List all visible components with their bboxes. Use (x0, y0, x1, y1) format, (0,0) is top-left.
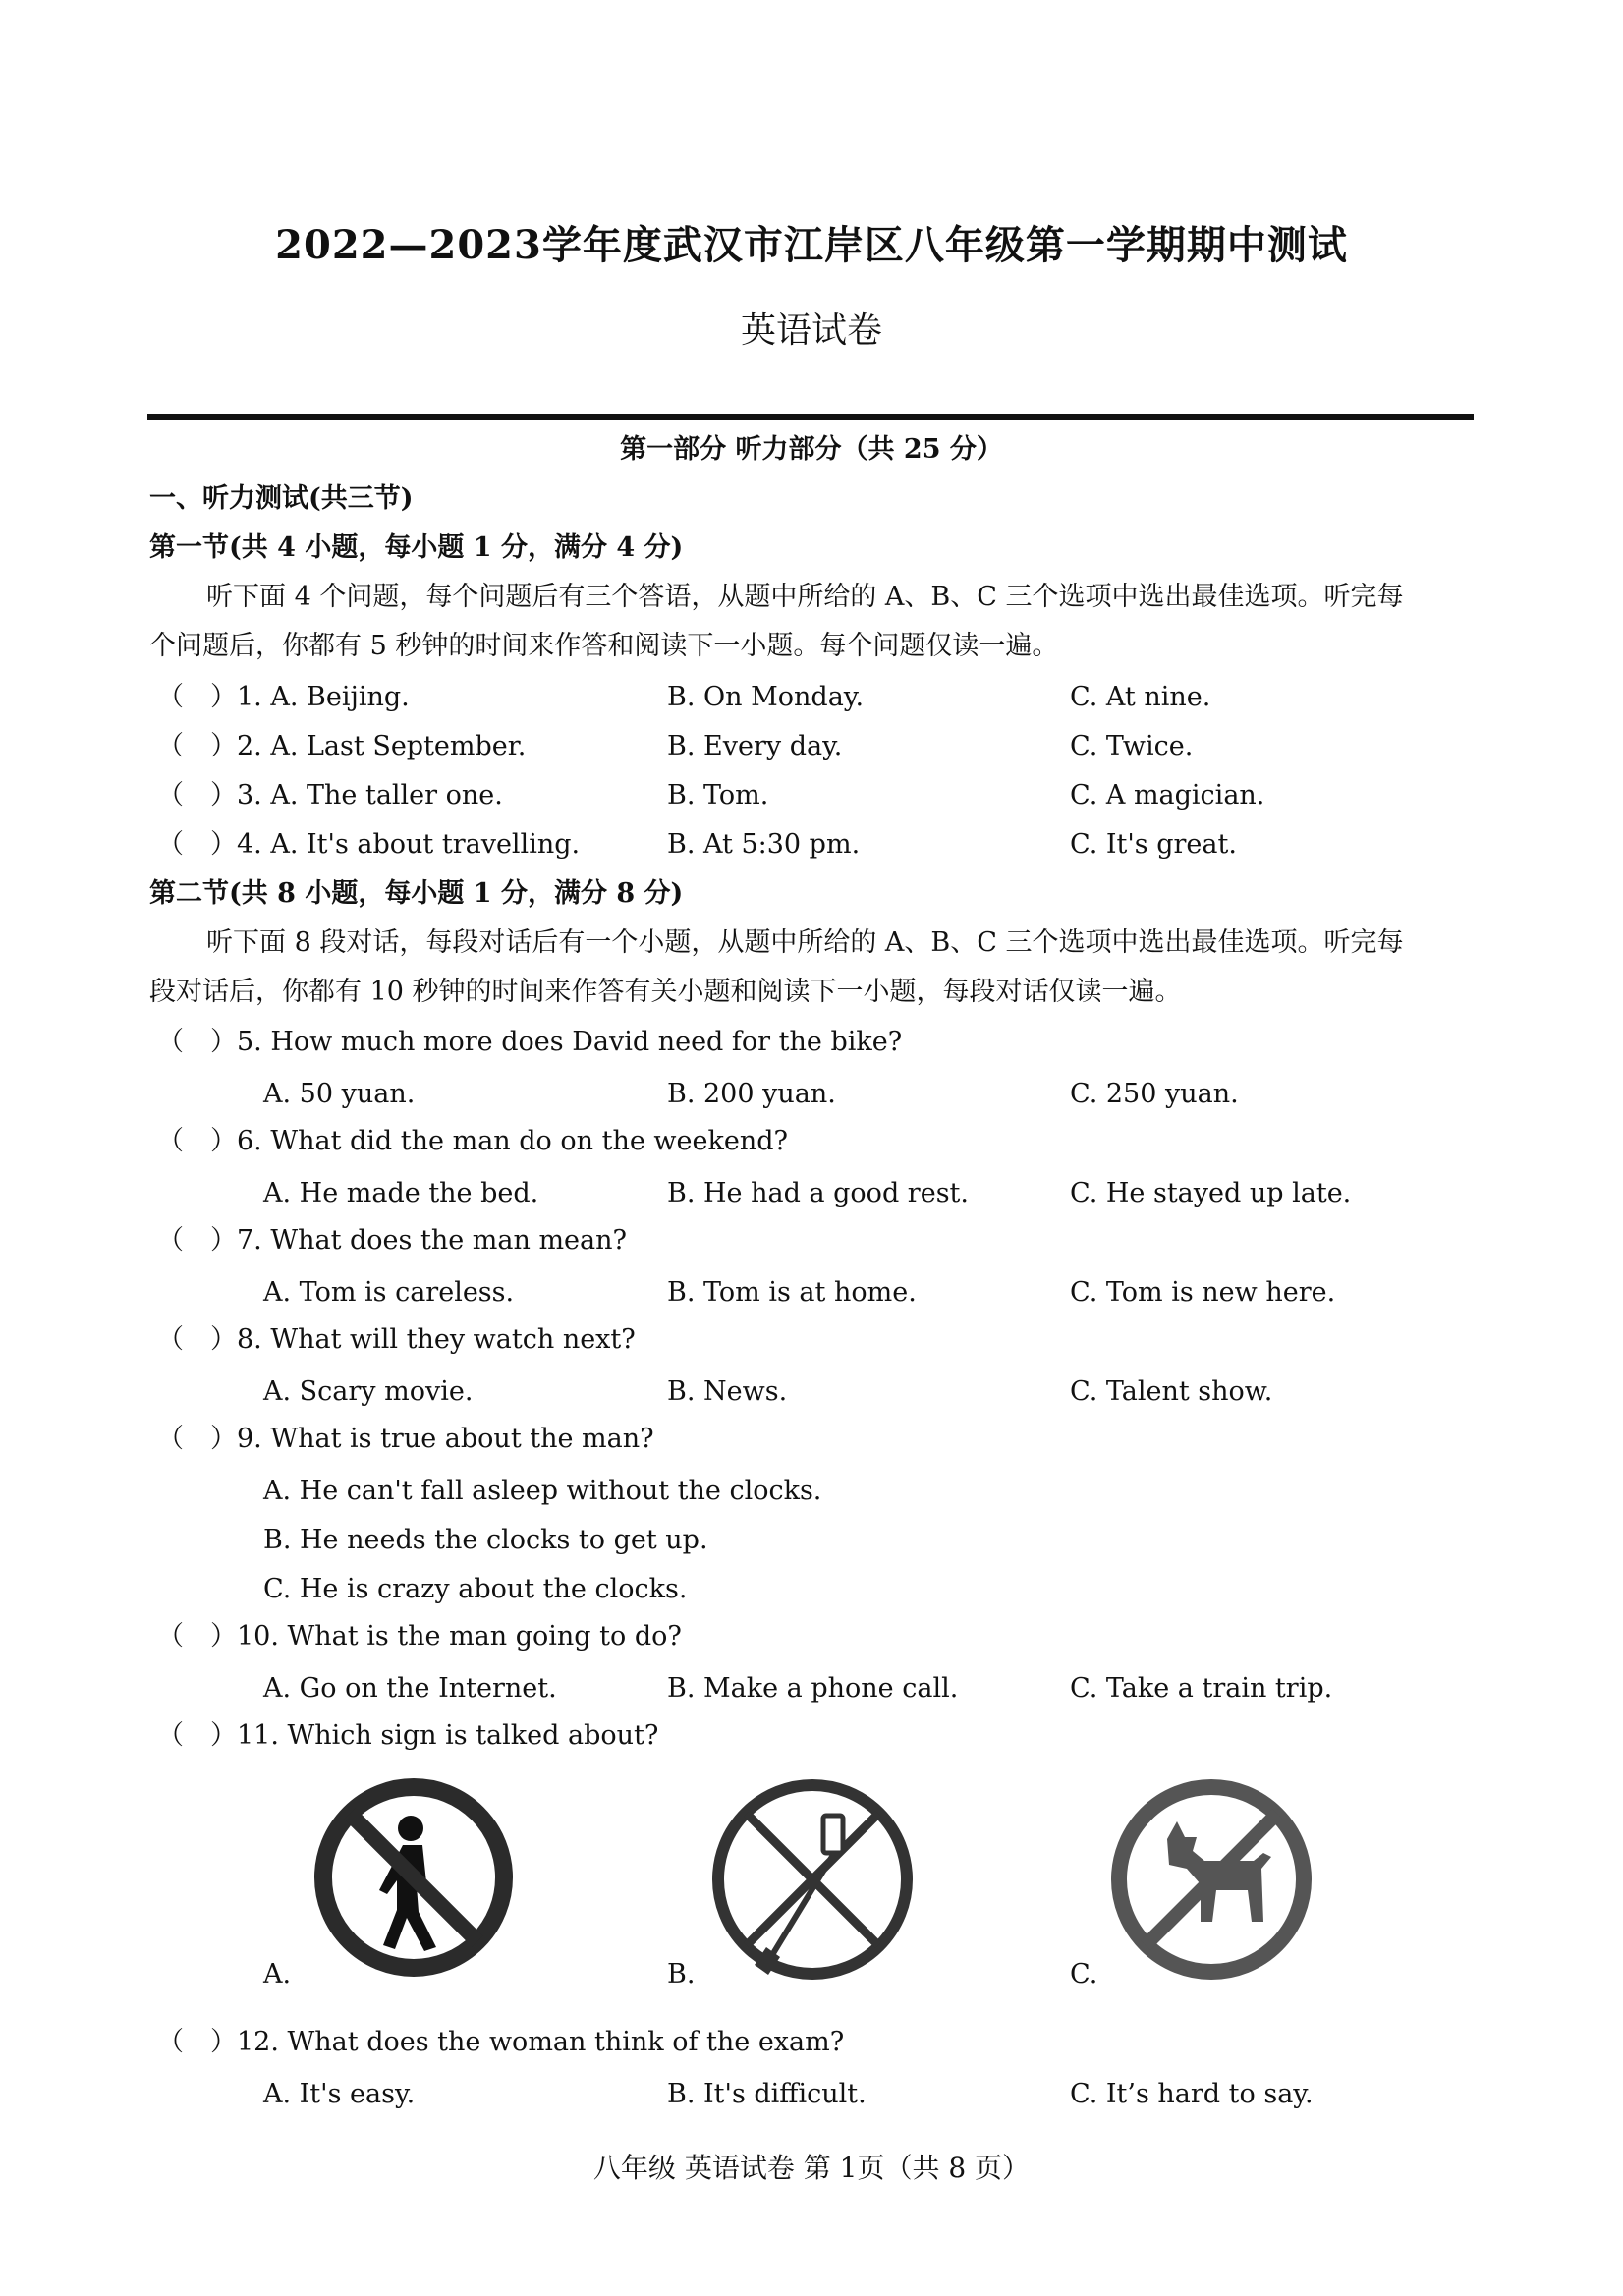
question-5: ）5. How much more does David need for the bike? (210, 1027, 903, 1057)
question-3: ）3. A. The taller one. (210, 780, 503, 811)
question-6: ）6. What did the man do on the weekend? (210, 1126, 788, 1156)
q7-option-a: A. Tom is careless. (263, 1277, 515, 1308)
q11-option-a: A. (263, 1959, 292, 1989)
answer-paren[interactable]: （ (157, 1126, 184, 1156)
q10-option-c: C. Take a train trip. (1070, 1673, 1333, 1704)
q11-option-c: C. (1070, 1959, 1098, 1989)
question-7: ）7. What does the man mean? (210, 1225, 627, 1256)
q8-option-a: A. Scary movie. (263, 1376, 474, 1407)
question-9: ）9. What is true about the man? (210, 1424, 654, 1454)
q11-option-b: B. (667, 1959, 696, 1989)
exam-title: 2022—2023学年度武汉市江岸区八年级第一学期期中测试 (275, 222, 1348, 268)
title-divider (147, 414, 1474, 420)
q4-option-b: B. At 5:30 pm. (667, 829, 861, 860)
section1-heading: 第一节(共 4 小题，每小题 1 分，满分 4 分) (149, 532, 684, 563)
q2-option-c: C. Twice. (1070, 731, 1194, 761)
answer-paren[interactable]: （ (157, 1424, 184, 1454)
q9-option-a: A. He can't fall asleep without the clocks. (263, 1476, 822, 1506)
q7-option-b: B. Tom is at home. (667, 1277, 917, 1308)
q8-option-b: B. News. (667, 1376, 788, 1407)
q3-option-b: B. Tom. (667, 780, 769, 811)
question-11: ）11. Which sign is talked about? (210, 1720, 659, 1751)
section2-instructions-line1: 听下面 8 段对话，每段对话后有一个小题，从题中所给的 A、B、C 三个选项中选出最佳选项。听完每 (206, 927, 1404, 958)
page-footer: 八年级 英语试卷 第 1页（共 8 页） (592, 2152, 1031, 2184)
part-heading: 第一部分 听力部分（共 25 分） (620, 434, 1003, 465)
q12-option-a: A. It's easy. (263, 2079, 416, 2109)
section2-heading: 第二节(共 8 小题，每小题 1 分，满分 8 分) (149, 878, 684, 909)
q5-option-c: C. 250 yuan. (1070, 1079, 1239, 1109)
q10-option-b: B. Make a phone call. (667, 1673, 959, 1704)
section1-instructions-line1: 听下面 4 个问题，每个问题后有三个答语，从题中所给的 A、B、C 三个选项中选出最佳选项。听完每 (206, 582, 1404, 612)
answer-paren[interactable]: （ (157, 1027, 184, 1057)
question-12: ）12. What does the woman think of the exam? (210, 2027, 845, 2057)
question-10: ）10. What is the man going to do? (210, 1621, 682, 1652)
answer-paren[interactable]: （ (157, 1225, 184, 1256)
question-8: ）8. What will they watch next? (210, 1324, 636, 1355)
answer-paren[interactable]: （ (157, 829, 184, 860)
q1-option-c: C. At nine. (1070, 682, 1211, 712)
q10-option-a: A. Go on the Internet. (263, 1673, 557, 1704)
q12-option-b: B. It's difficult. (667, 2079, 867, 2109)
question-1: ）1. A. Beijing. (210, 682, 410, 712)
q9-option-c: C. He is crazy about the clocks. (263, 1574, 688, 1604)
answer-paren[interactable]: （ (157, 780, 184, 811)
q5-option-b: B. 200 yuan. (667, 1079, 836, 1109)
q5-option-a: A. 50 yuan. (263, 1079, 416, 1109)
q3-option-c: C. A magician. (1070, 780, 1265, 811)
q2-option-b: B. Every day. (667, 731, 843, 761)
no-pedestrians-icon (310, 1774, 517, 1981)
q6-option-c: C. He stayed up late. (1070, 1178, 1352, 1208)
no-selfie-stick-icon (707, 1774, 919, 1986)
section1-instructions-line2: 个问题后，你都有 5 秒钟的时间来作答和阅读下一小题。每个问题仅读一遍。 (149, 631, 1059, 661)
no-dogs-icon (1106, 1774, 1317, 1986)
q8-option-c: C. Talent show. (1070, 1376, 1273, 1407)
answer-paren[interactable]: （ (157, 682, 184, 712)
q9-option-b: B. He needs the clocks to get up. (263, 1525, 708, 1555)
q4-option-c: C. It's great. (1070, 829, 1237, 860)
question-4: ）4. A. It's about travelling. (210, 829, 581, 860)
answer-paren[interactable]: （ (157, 2027, 184, 2057)
q12-option-c: C. It’s hard to say. (1070, 2079, 1314, 2109)
answer-paren[interactable]: （ (157, 1720, 184, 1751)
answer-paren[interactable]: （ (157, 1324, 184, 1355)
section2-instructions-line2: 段对话后，你都有 10 秒钟的时间来作答有关小题和阅读下一小题，每段对话仅读一遍。 (149, 977, 1182, 1007)
q7-option-c: C. Tom is new here. (1070, 1277, 1336, 1308)
answer-paren[interactable]: （ (157, 731, 184, 761)
q1-option-b: B. On Monday. (667, 682, 865, 712)
section-main-heading: 一、听力测试(共三节) (149, 483, 414, 514)
q6-option-a: A. He made the bed. (263, 1178, 539, 1208)
exam-subtitle: 英语试卷 (740, 310, 882, 351)
q6-option-b: B. He had a good rest. (667, 1178, 969, 1208)
answer-paren[interactable]: （ (157, 1621, 184, 1652)
question-2: ）2. A. Last September. (210, 731, 527, 761)
